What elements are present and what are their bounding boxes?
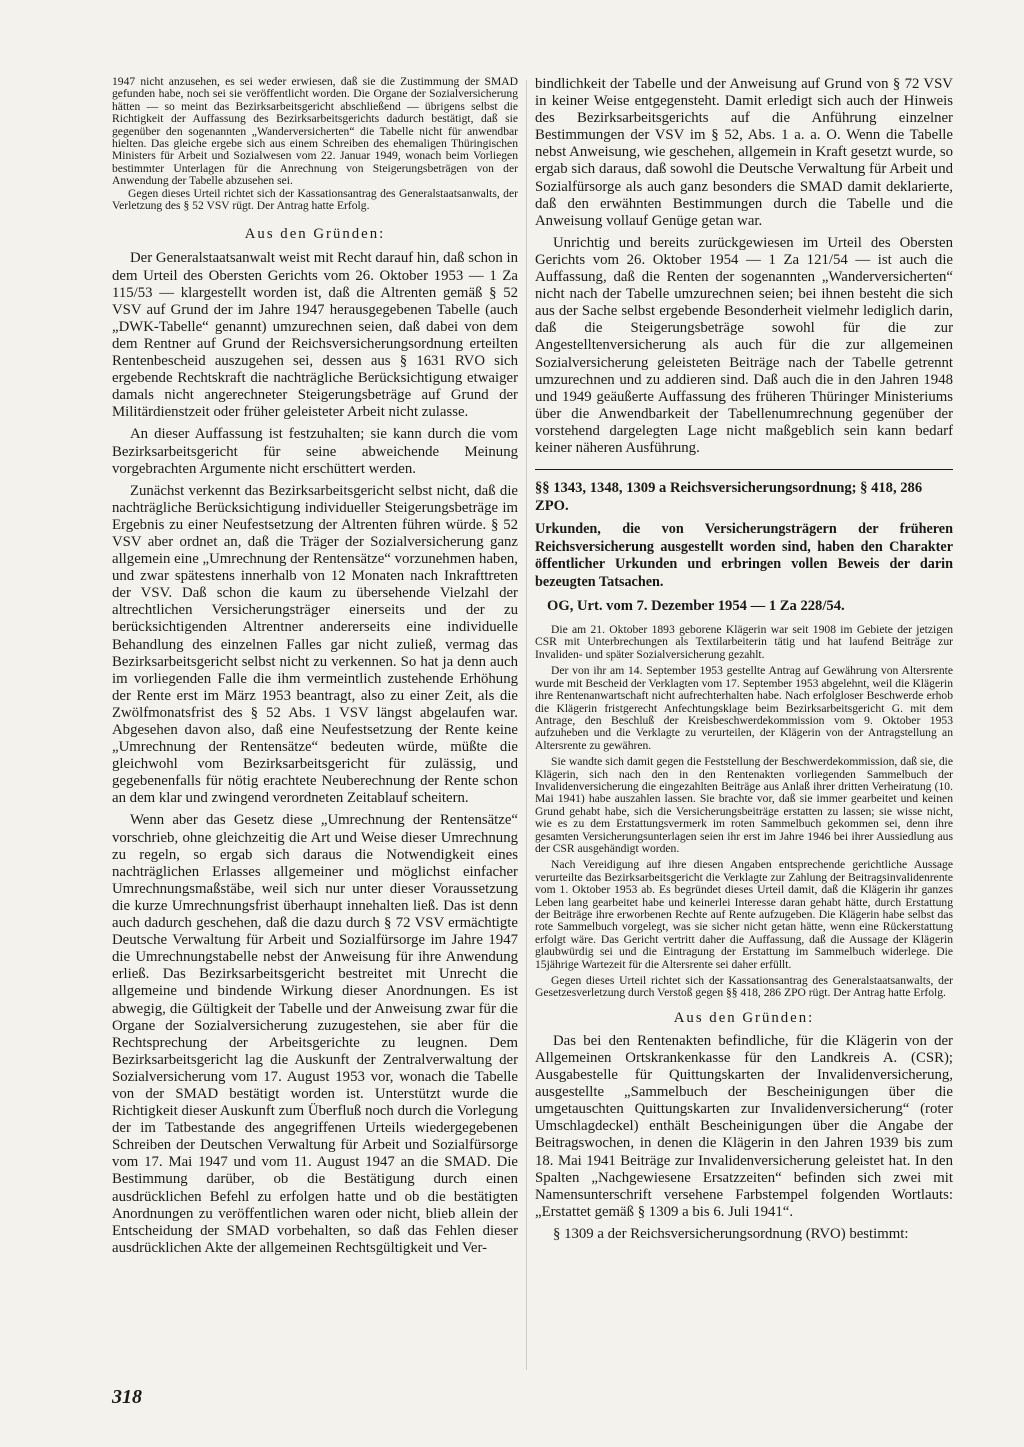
section-heading: Aus den Gründen:: [673, 1009, 815, 1026]
body-paragraph: § 1309 a der Reichsversicherungsordnung (RVO) bestimmt:: [553, 1225, 909, 1242]
left-column: [112, 76, 518, 1257]
column-divider: [526, 80, 527, 1370]
body-paragraph: An dieser Auffassung ist festzuhalten; sie kann durch die vom Bezirksarbeitsgericht für seine abweichende Meinung vorgebrachten Argumente nicht erschüttert werden.: [112, 426, 518, 477]
case-facts-paragraph: Der von ihr am 14. September 1953 gestellte Antrag auf Gewährung von Altersrente wurde mit Bescheid der Verklagten vom 17. September 1953 abgelehnt, weil die Klägerin ihre Rentenanwartschaft nicht aufrechterhalten habe. Nach erfolgloser Beschwerde erhob die Klägerin fristgerecht Anfechtungsklage beim Bezirksarbeitsgericht G. mit dem Antrage, den Beschluß der Kreisbeschwerdekommission vom 9. Oktober 1953 aufzuheben und die Verklagte zu verurteilen, der Klägerin von der Antragstellung an Altersrente zu gewähren.: [535, 664, 953, 752]
case-facts-paragraph: Gegen dieses Urteil richtet sich der Kassationsantrag des Generalstaatsanwalts, der Gesetzesverletzung durch Verstoß gegen §§ 418, 286 ZPO rügt. Der Antrag hatte Erfolg.: [535, 974, 953, 1000]
section-separator: [535, 469, 953, 470]
right-column: [535, 76, 953, 1243]
case-facts-paragraph: Sie wandte sich damit gegen die Feststellung der Beschwerdekommission, daß sie, die Klägerin, sich nach den in den Rentenakten vorliegenden Sammelbuch der Invalidenversicherung die eingezahlten Beiträge aus Anlaß ihrer dritten Verheiratung (10. Mai 1941) habe auszahlen lassen. Sie brachte vor, daß sie immer gearbeitet und keinen Grund gehabt habe, sich die Versicherungsbeiträge erstatten zu lassen; sie wisse nicht, wie es zu dem Erstattungsvermerk im roten Sammelbuch gekommen sei, denn ihre gesamten Versicherungsunterlagen seien ihr erst im Jahre 1946 bei ihrer Aussiedlung aus der CSR ausgehändigt worden.: [535, 755, 953, 855]
case-facts-paragraph: Nach Vereidigung auf ihre diesen Angaben entsprechende gerichtliche Aussage verurteilte das Bezirksarbeitsgericht die Verklagte zur Zahlung der Beitragsinvalidenrente vom 1. Oktober 1953 ab. Es begründet dieses Urteil damit, daß die Klägerin ihr ganzes Leben lang gearbeitet habe und keinerlei Interesse daran gehabt hätte, durch Erstattung der Beiträge ihre erworbenen Rechte auf Rente aufzugeben. Die Klägerin habe selbst das rote Sammelbuch vorgelegt, was sie sicher nicht getan hätte, wenn eine Rückerstattung erfolgt wäre. Das Gericht vertritt daher die Auffassung, daß die Aussage der Klägerin glaubwürdig sei und die Eintragung der Erstattung im Sammelbuch widerlege. Die 15jährige Wartezeit für die Altersrente sei daher erfüllt.: [535, 858, 953, 971]
law-citation: §§ 1343, 1348, 1309 a Reichsversicherungsordnung; § 418, 286 ZPO.: [535, 480, 923, 514]
section-heading: Aus den Gründen:: [244, 226, 386, 243]
body-paragraph: Unrichtig und bereits zurückgewiesen im Urteil des Obersten Gerichts vom 26. Oktober 1954 — 1 Za 121/54 — ist auch die Auffassung, daß die Renten der sogenannten „Wanderversicherten“ nicht nach der Tabelle umzurechnen seien; bei ihnen besteht die sich aus der Sache selbst ergebende Besonderheit vielmehr lediglich darin, daß die Steigerungsbeträge sowohl für die zur Angestelltenversicherung als auch für die zur allgemeinen Sozialversicherung geleisteten Beiträge nach der Tabelle getrennt umzurechnen und zu addieren sind. Daß auch die in den Jahren 1948 und 1949 geäußerte Auffassung des früheren Thüringer Ministeriums über die Anwendbarkeit der Tabellenumrechnung gegenüber der vorstehend dargelegten Lage nicht maßgeblich sein kann bedarf keiner näheren Ausführung.: [535, 234, 953, 456]
body-paragraph: bindlichkeit der Tabelle und der Anweisung auf Grund von § 72 VSV in keiner Weise entgegensteht. Damit erledigt sich auch der Hinweis des Bezirksarbeitsgerichts auf die Anführung einzelner Bestimmungen der VSV im § 52, Abs. 1 a. a. O. Wenn die Tabelle nebst Anweisung, wie geschehen, allgemein in Kraft gesetzt wurde, so ergab sich daraus, daß sowohl die Deutsche Verwaltung für Arbeit und Sozialfürsorge als auch ganz besonders die SMAD damit deklarierte, daß den erwähnten Bestimmungen durch die Tabelle und die Anweisung vollauf Genüge getan war.: [535, 76, 953, 229]
body-paragraph: Wenn aber das Gesetz diese „Umrechnung der Rentensätze“ vorschrieb, ohne gleichzeitig die Art und Weise dieser Umrechnung zu regeln, so ergab sich daraus die Notwendigkeit eines nachträglichen Erlasses allgemeiner und möglichst einfacher Umrechnungsmaßstäbe, weil sich nur unter dieser Voraussetzung die kurze Umrechnungsfrist überhaupt innehalten ließ. Das ist denn auch dadurch geschehen, daß die dazu durch § 72 VSV ermächtigte Deutsche Verwaltung für Arbeit und Sozialfürsorge im Jahre 1947 die Umrechnungstabelle nebst der Anweisung für ihre Anwendung erließ. Das Bezirksarbeitsgericht bestreitet mit Unrecht die allgemeine und bindende Wirkung dieser Anordnungen. Es ist abwegig, die Gültigkeit der Tabelle und der Anweisung zwar für die Organe der Sozialversicherung zuzugestehen, sie aber für die Rechtsprechung der Arbeitsgerichte zu leugnen. Dem Bezirksarbeitsgericht lag die Auskunft der Zentralverwaltung der Sozialversicherung vom 17. August 1953 vor, wonach die Tabelle von der SMAD bestätigt worden ist. Unterstützt wurde die Richtigkeit dieser Auskunft zum Überfluß noch durch die Vorlegung der im Tatbestande des angegriffenen Urteils wiedergegebenen Schreiben der Deutschen Verwaltung für Arbeit und Sozialfürsorge vom 17. Mai 1947 und vom 11. August 1947 an die SMAD. Die Bestimmung darüber, ob die Bestätigung durch einen ausdrücklichen Befehl zu erfolgen hatte und ob die bestätigten Anordnungen zu veröffentlichen waren oder nicht, blieb allein der Entscheidung der SMAD vorbehalten, so daß das Fehlen dieser ausdrücklichen Akte der allgemeinen Rechtsgültigkeit und Ver-: [112, 812, 518, 1256]
body-paragraph: Der Generalstaatsanwalt weist mit Recht darauf hin, daß schon in dem Urteil des Obersten Gerichts vom 26. Oktober 1953 — 1 Za 115/53 — klargestellt worden ist, daß die Altrenten gemäß § 52 VSV auf Grund der im Jahre 1947 herausgegebenen Tabelle (auch „DWK-Tabelle“ genannt) umzurechnen seien, daß dabei von dem dem Rentner auf Grund der Reichsversicherungsordnung erteilten Rentenbescheid auszugehen sei, dessen aus § 1631 RVO sich ergebende Rechtskraft die nachträgliche Berücksichtigung etwaiger damals nicht angerechneter Steigerungsbeträge auf Grund der Militärdienstzeit oder früher geleisteter Arbeit nicht zulasse.: [112, 250, 518, 421]
body-paragraph: Das bei den Rentenakten befindliche, für die Klägerin von der Allgemeinen Ortskrankenkasse für den Landkreis A. (CSR); Ausgabestelle für Quittungskarten der Invalidenversicherung, ausgestellte „Sammelbuch der Bescheinigungen über die umgetauschten Quittungskarten zur Invalidenversicherung“ (roter Umschlagdeckel) enthält Bescheinigungen über die Angabe der Beitragswochen, in denen die Klägerin in den Jahren 1939 bis zum 18. Mai 1941 Beiträge zur Invalidenversicherung geleistet hat. In den Spalten „Nachgewiesene Ersatzzeiten“ befinden sich zwei mit Namensunterschrift versehene Farbstempel folgenden Wortlauts: „Erstattet gemäß § 1309 a bis 6. Juli 1941“.: [535, 1032, 953, 1220]
body-paragraph: Zunächst verkennt das Bezirksarbeitsgericht selbst nicht, daß die nachträgliche Berücksichtigung individueller Steigerungsbeträge im Ergebnis zu einer Neufestsetzung der Altrenten führen würde. § 52 VSV aber ordnet an, daß die Träger der Sozialversicherung ganz allgemein eine „Umrechnung der Rentensätze“ vorzunehmen haben, und zwar spätestens innerhalb von 12 Monaten nach Inkrafttreten der VSV. Daß schon die kaum zu übersehende Vielzahl der altrechtlichen Versicherungsträger einerseits und der zu berücksichtigenden Altrentner andererseits eine individuelle Behandlung des einzelnen Falles gar nicht zuließ, vermag das Bezirksarbeitsgericht selbst nicht zu verkennen. So hat ja denn auch im vorliegenden Falle die ihm vermeintlich zustehende Erhöhung der Rente erst im März 1953 beantragt, also zu einer Zeit, als die Zwölfmonatsfrist des § 52 Abs. 1 VSV längst abgelaufen war. Abgesehen davon also, daß eine Neufestsetzung der Rente keine „Umrechnung der Rentensätze“ bedeuten würde, müßte die gleichwohl vom Bezirksarbeitsgericht für zulässig, und gegebenenfalls für nötig erachtete Neuberechnung der Rente schon an dem klar und zwingend verordneten Zeitablauf scheitern.: [112, 482, 518, 807]
headnote: Urkunden, die von Versicherungsträgern der früheren Reichsversicherung ausgestellt worden sind, haben den Charakter öffentlicher Urkunden und erbringen vollen Beweis der darin bezeugten Tatsachen.: [535, 521, 953, 590]
case-intro-paragraph: 1947 nicht anzusehen, es sei weder erwiesen, daß sie die Zustimmung der SMAD gefunden habe, noch sei sie veröffentlicht worden. Die Organe der Sozialversicherung hätten — so meint das Bezirksarbeitsgericht abschließend — übrigens selbst die Richtigkeit der Auffassung des Bezirksarbeitsgerichts dadurch bestätigt, daß sie gegenüber den sogenannten „Wanderversicherten“ die Tabelle nicht für anwendbar hielten. Das gleiche ergebe sich aus einem Schreiben des ehemaligen Thüringischen Ministers für Arbeit und Sozialwesen vom 22. Januar 1949, wonach beim Vorliegen bestimmter Unterlagen für die Anrechnung von Steigerungsbeträgen von der Anwendung der Tabelle abzusehen sei.: [112, 75, 518, 188]
case-intro-paragraph: Gegen dieses Urteil richtet sich der Kassationsantrag des Generalstaatsanwalts, der Verletzung des § 52 VSV rügt. Der Antrag hatte Erfolg.: [112, 186, 518, 213]
case-facts-paragraph: Die am 21. Oktober 1893 geborene Klägerin war seit 1908 im Gebiete der jetzigen CSR mit Unterbrechungen als Textilarbeiterin tätig und hat laufend Beiträge zur Invaliden- und später Sozialversicherung gezahlt.: [535, 623, 953, 661]
decision-reference: OG, Urt. vom 7. Dezember 1954 — 1 Za 228/54.: [547, 598, 845, 615]
page-number: 318: [112, 1386, 142, 1408]
